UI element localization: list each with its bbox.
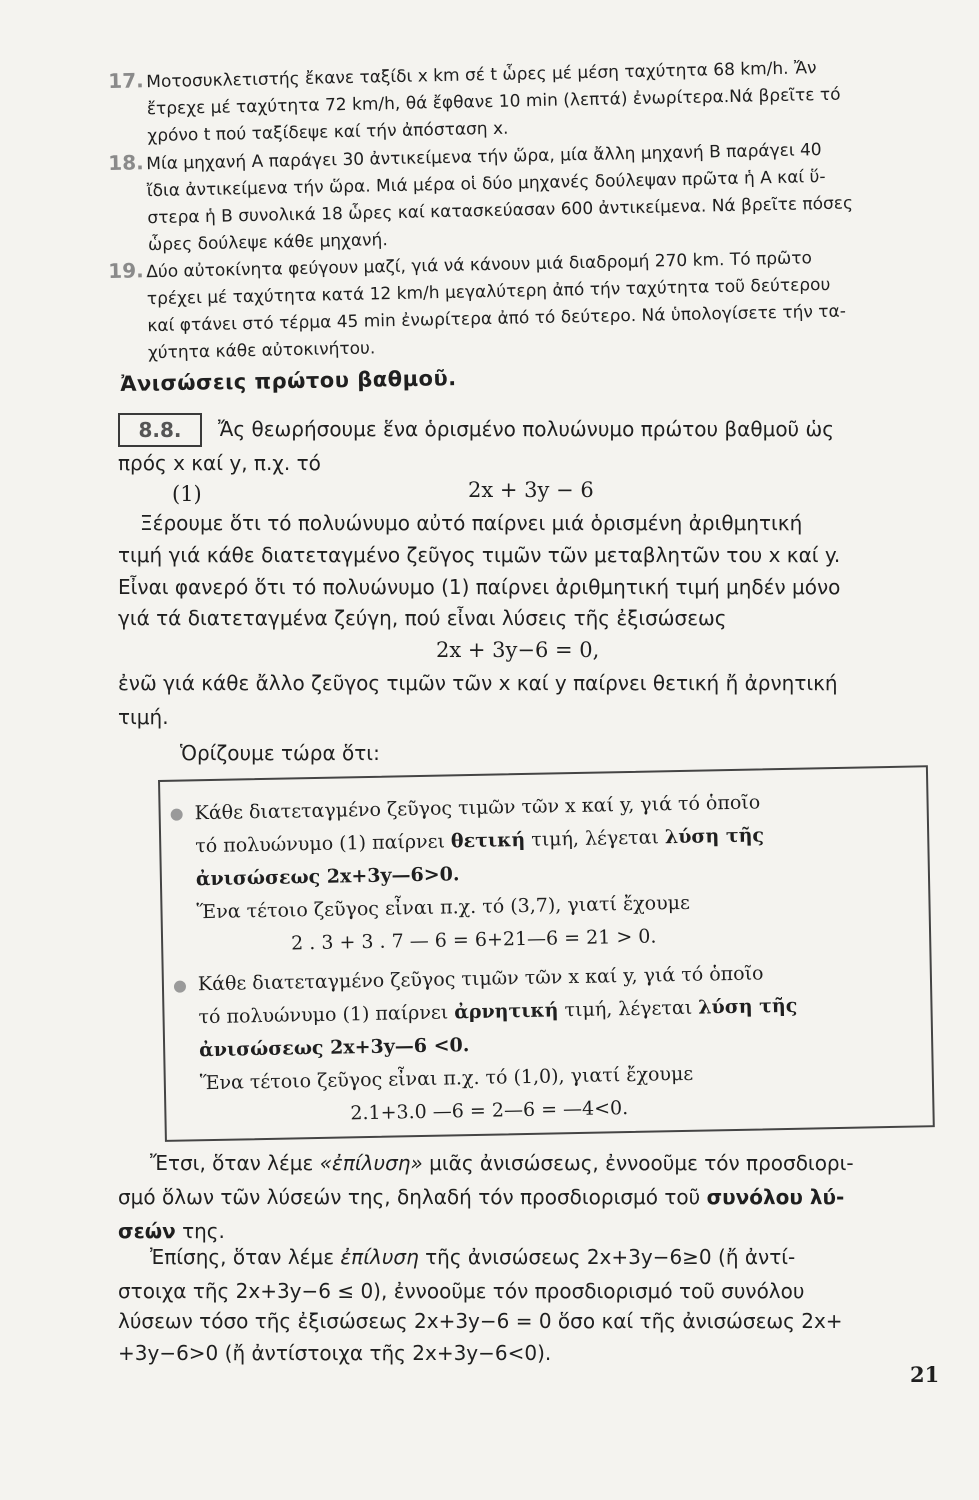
definition-line: τό πολυώνυμο (1) παίρνει θετική τιμή, λέγεται λύση τῆς <box>195 824 765 858</box>
problem-text-line: ἔτρεχε μέ ταχύτητα 72 km/h, θά ἔφθανε 10 min (λεπτά) ἐνωρίτερα.Νά βρεῖτε τό <box>146 84 841 120</box>
page-number: 21 <box>910 1362 940 1387</box>
closing-line: σμό ὅλων τῶν λύσεών της, δηλαδή τόν προσδιορισμό τοῦ συνόλου λύ- <box>118 1185 845 1209</box>
problem-text-line: καί φτάνει στό τέρμα 45 min ἐνωρίτερα ἀπό τό δεύτερο. Νά ὑπολογίσετε τήν τα- <box>147 301 847 337</box>
define-line: Ὁρίζουμε τώρα ὅτι: <box>180 741 380 765</box>
problem-number: 19. <box>108 258 144 283</box>
equation-label: (1) <box>172 482 202 506</box>
closing-line: Ἔτσι, ὅταν λέμε «ἐπίλυση» μιᾶς ἀνισώσεως, ἐννοοῦμε τόν προσδιορι- <box>150 1151 854 1175</box>
definition-line: ἀνισώσεως 2x+3y—6 <0. <box>198 1034 470 1062</box>
bullet-icon <box>171 809 183 821</box>
section-heading: Ἀνισώσεις πρώτου βαθμοῦ. <box>120 366 457 396</box>
definition-box <box>158 765 935 1142</box>
paragraph-line: Εἶναι φανερό ὅτι τό πολυώνυμο (1) παίρνει ἀριθμητική τιμή μηδέν μόνο <box>118 575 841 599</box>
example-line: Ἕνα τέτοιο ζεῦγος εἶναι π.χ. τό (1,0), γιατί ἔχουμε <box>199 1062 694 1095</box>
paragraph-line: τιμή γιά κάθε διατεταγμένο ζεῦγος τιμῶν τῶν μεταβλητῶν του x καί y. <box>118 543 841 567</box>
section-number-box: 8.8. <box>118 413 202 447</box>
closing-line: Ἐπίσης, ὅταν λέμε ἐπίλυση τῆς ἀνισώσεως 2x+3y−6≥0 (ἤ ἀντί- <box>150 1245 796 1269</box>
problem-text-line: ὧρες δούλεψε κάθε μηχανή. <box>147 230 388 256</box>
definition-line: τό πολυώνυμο (1) παίρνει ἀρνητική τιμή, λέγεται λύση τῆς <box>198 994 798 1029</box>
problem-19 <box>108 241 930 368</box>
closing-line: στοιχα τῆς 2x+3y−6 ≤ 0), ἐννοοῦμε τόν προσδιορισμό τοῦ συνόλου <box>118 1279 805 1303</box>
definition-line: Κάθε διατεταγμένο ζεῦγος τιμῶν τῶν x καί y, γιά τό ὁποῖο <box>194 791 761 825</box>
problem-text-line: ἴδια ἀντικείμενα τήν ὥρα. Μιά μέρα οἱ δύο μηχανές δούλεψαν πρῶτα ἡ Α καί ὕ- <box>146 166 826 202</box>
bullet-icon <box>174 981 186 993</box>
problem-18 <box>108 133 930 260</box>
intro-line-1: Ἄς θεωρήσουμε ἕνα ὁρισμένο πολυώνυμο πρώτου βαθμοῦ ὡς <box>218 417 834 441</box>
problem-number: 17. <box>108 68 144 93</box>
problem-text-line: Δύο αὐτοκίνητα φεύγουν μαζί, γιά νά κάνουν μιά διαδρομή 270 km. Τό πρῶτο <box>146 248 813 283</box>
example-computation: 2.1+3.0 —6 = 2—6 = —4<0. <box>350 1097 629 1125</box>
problem-number: 18. <box>108 150 144 175</box>
problem-text-line: χρόνο t πού ταξίδεψε καί τήν ἀπόσταση x. <box>147 118 509 147</box>
problem-text-line: Μοτοσυκλετιστής ἔκανε ταξίδι x km σέ t ὧρες μέ μέση ταχύτητα 68 km/h. Ἄν <box>146 58 817 93</box>
definition-line: Κάθε διατεταγμένο ζεῦγος τιμῶν τῶν x καί y, γιά τό ὁποῖο <box>197 962 764 996</box>
problem-text-line: χύτητα κάθε αὐτοκινήτου. <box>147 338 376 364</box>
problem-text-line: τρέχει μέ ταχύτητα κατά 12 km/h μεγαλύτερη ἀπό τήν ταχύτητα τοῦ δεύτερου <box>146 274 831 310</box>
intro-line-2: πρός x καί y, π.χ. τό <box>118 451 321 475</box>
closing-line: λύσεων τόσο τῆς ἐξισώσεως 2x+3y−6 = 0 ὅσο καί τῆς ἀνισώσεως 2x+ <box>118 1309 843 1333</box>
example-computation: 2 . 3 + 3 . 7 — 6 = 6+21—6 = 21 > 0. <box>290 925 657 955</box>
equation-2: 2x + 3y−6 = 0, <box>436 638 600 662</box>
problem-text-line: Μία μηχανή Α παράγει 30 ἀντικείμενα τήν ὥρα, μία ἄλλη μηχανή Β παράγει 40 <box>146 140 822 175</box>
closing-line: σεών της. <box>118 1219 225 1243</box>
paragraph-line: τιμή. <box>118 705 169 729</box>
problem-text-line: στερα ἡ Β συνολικά 18 ὧρες καί κατασκεύασαν 600 ἀντικείμενα. Νά βρεῖτε πόσες <box>147 193 854 229</box>
example-line: Ἕνα τέτοιο ζεῦγος εἶναι π.χ. τό (3,7), γιατί ἔχουμε <box>196 891 691 924</box>
closing-line: +3y−6>0 (ἤ ἀντίστοιχα τῆς 2x+3y−6<0). <box>118 1341 552 1365</box>
definition-line: ἀνισώσεως 2x+3y—6>0. <box>195 863 460 891</box>
paragraph-line: γιά τά διατεταγμένα ζεύγη, πού εἶναι λύσεις τῆς ἐξισώσεως <box>118 606 727 630</box>
paragraph-line: ἐνῶ γιά κάθε ἄλλο ζεῦγος τιμῶν τῶν x καί y παίρνει θετική ἤ ἀρνητική <box>118 671 838 695</box>
paragraph-line: Ξέρουμε ὅτι τό πολυώνυμο αὐτό παίρνει μιά ὁρισμένη ἀριθμητική <box>140 511 803 535</box>
polynomial-1: 2x + 3y − 6 <box>468 478 594 502</box>
